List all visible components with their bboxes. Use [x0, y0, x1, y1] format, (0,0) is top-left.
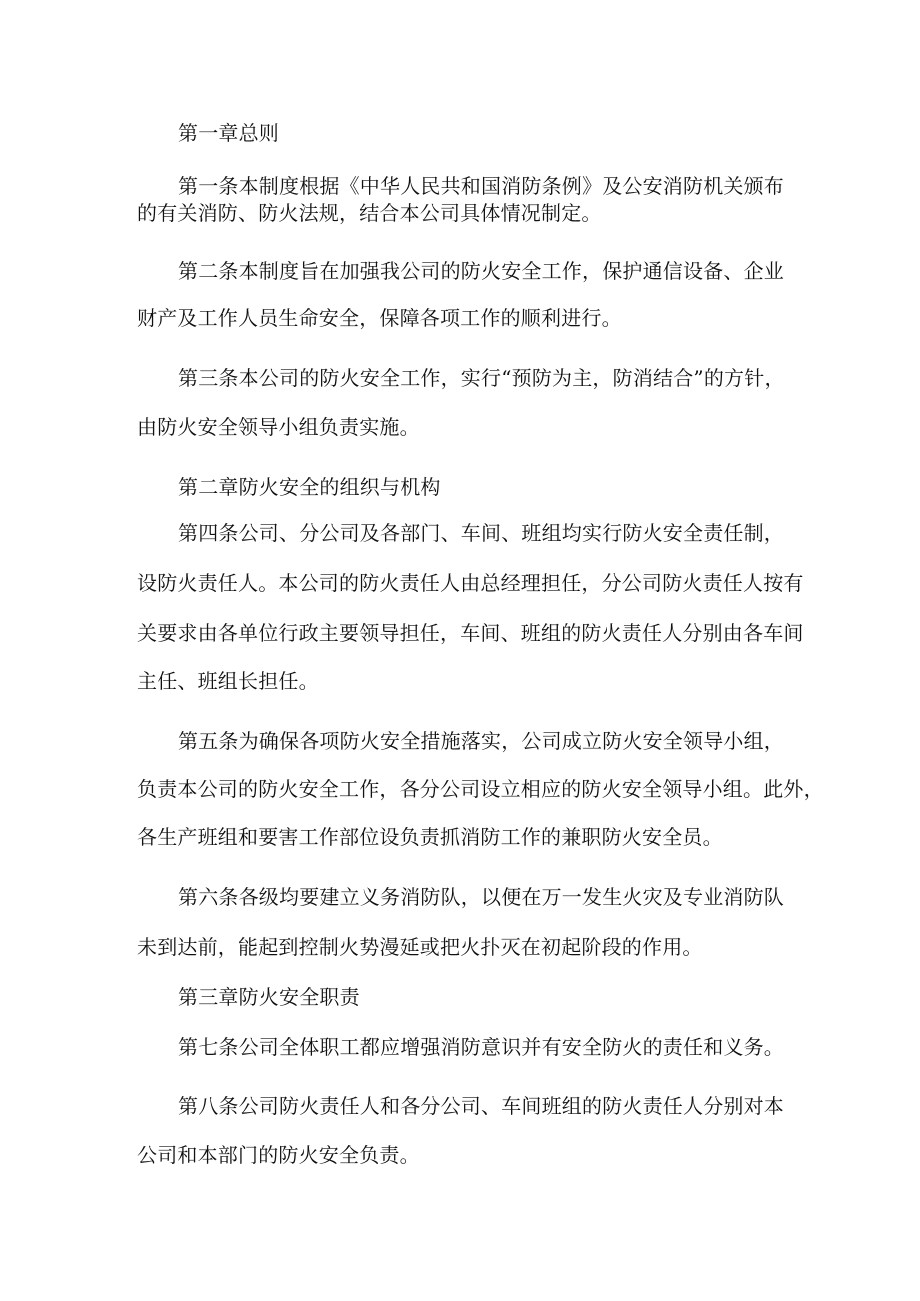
chapter-3-heading: 第三章防火安全职责 — [178, 985, 360, 1009]
article-5-line-3: 各生产班组和要害工作部位设负责抓消防工作的兼职防火安全员。 — [137, 825, 723, 849]
article-5-line-1: 第五条为确保各项防火安全措施落实，公司成立防火安全领导小组， — [178, 729, 784, 753]
article-1-line-2: 的有关消防、防火法规，结合本公司具体情况制定。 — [137, 201, 602, 225]
article-4-line-4: 主任、班组长担任。 — [137, 669, 319, 693]
article-4-line-2: 设防火责任人。本公司的防火责任人由总经理担任，分公司防火责任人按有 — [137, 571, 804, 595]
article-8-line-1: 第八条公司防火责任人和各分公司、车间班组的防火责任人分别对本 — [178, 1094, 784, 1118]
article-2-line-2: 财产及工作人员生命安全，保障各项工作的顺利进行。 — [137, 306, 622, 330]
article-4-line-1: 第四条公司、分公司及各部门、车间、班组均实行防火安全责任制， — [178, 521, 784, 545]
article-4-line-3: 关要求由各单位行政主要领导担任，车间、班组的防火责任人分别由各车间 — [137, 621, 804, 645]
article-8-line-2: 公司和本部门的防火安全负责。 — [137, 1143, 420, 1167]
article-5-line-2: 负责本公司的防火安全工作，各分公司设立相应的防火安全领导小组。此外， — [137, 777, 824, 801]
article-3-line-1: 第三条本公司的防火安全工作，实行“预防为主，防消结合”的方针， — [178, 366, 785, 390]
chapter-1-heading: 第一章总则 — [178, 121, 279, 145]
chapter-2-heading: 第二章防火安全的组织与机构 — [178, 475, 441, 499]
article-1-line-1: 第一条本制度根据《中华人民共和国消防条例》及公安消防机关颁布 — [178, 174, 784, 198]
article-6-line-2: 未到达前，能起到控制火势漫延或把火扑灭在初起阶段的作用。 — [137, 935, 703, 959]
article-6-line-1: 第六条各级均要建立义务消防队，以便在万一发生火灾及专业消防队 — [178, 885, 784, 909]
article-3-line-2: 由防火安全领导小组负责实施。 — [137, 415, 420, 439]
article-7-line-1: 第七条公司全体职工都应增强消防意识并有安全防火的责任和义务。 — [178, 1035, 784, 1059]
article-2-line-1: 第二条本制度旨在加强我公司的防火安全工作，保护通信设备、企业 — [178, 259, 784, 283]
